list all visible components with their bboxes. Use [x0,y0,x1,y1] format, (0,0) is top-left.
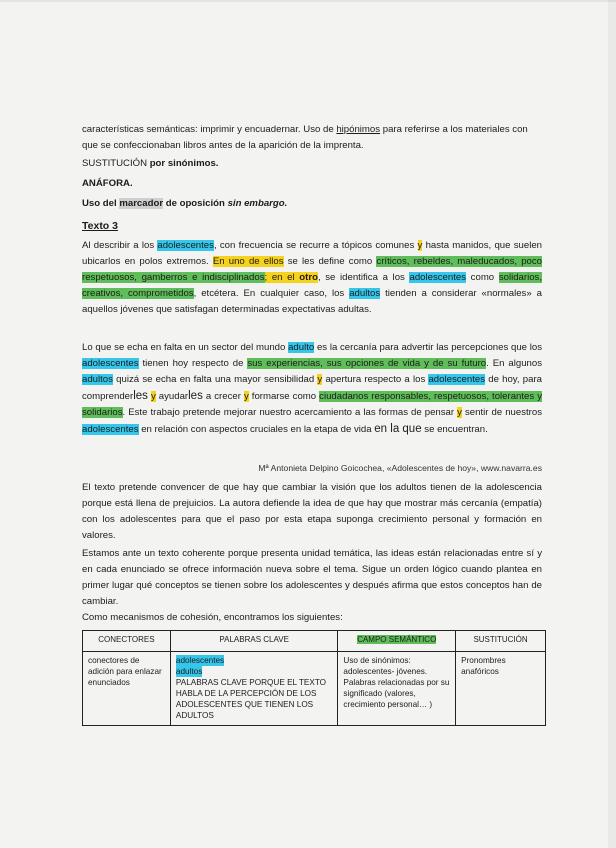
cell-campo-semantico: Uso de sinónimos: adolescentes- jóvenes. Palabras relacionadas por su significado (valores, crecimiento personal… ) [338,652,456,726]
header-palabras-clave: PALABRAS CLAVE [170,631,338,652]
marcador-line: Uso del marcador de oposición sin embargo. [82,198,288,209]
analysis-paragraph-1: El texto pretende convencer de que hay que cambiar la visión que los adultos tienen de la adolescencia porque está llena de prejuicios. La autora defiende la idea de que hay que mostrar más cercanía (empatía) con los adolescentes para que el paso por esta etapa suponga crecimiento personal y formación en valores. [82,482,542,541]
cell-conectores: conectores de adición para enlazar enunciados [83,652,171,726]
header-sustitucion: SUSTITUCIÓN [456,631,546,652]
cell-palabras-clave [170,652,338,726]
texto3-title: Texto 3 [82,220,118,232]
sustitucion-line: SUSTITUCIÓN por sinónimos. [82,158,219,169]
keyword-adultos: adultos [175,667,203,676]
citation: Mª Antonieta Delpino Goicochea, «Adolescentes de hoy», www.navarra.es [258,463,542,473]
anafora-heading: ANÁFORA. [82,178,133,189]
table-header-row [83,631,546,652]
table-row [83,652,546,726]
analysis-paragraph-3: Como mecanismos de cohesión, encontramos los siguientes: [82,612,343,623]
keyword-adolescentes: adolescentes [175,656,225,665]
texto3-paragraph-2: Lo que se echa en falta en un sector del mundo adulto es la cercanía para advertir las percepciones que los adolescentes tienen hoy respecto de sus experiencias, sus opciones de vida y de su futuro. En algunos adultos quizá se echa en falta una mayor sensibilidad y apertura respecto a los adolescentes de hoy, para comprenderles y ayudarles a crecer y formarse como ciudadanos responsables, respetuosos, tolerantes y solidarios. Este trabajo pretende mejorar nuestro acercamiento a las formas de pensar y sentir de nuestros adolescentes en relación con aspectos cruciales en la etapa de vida en la que se encuentran. [82,342,543,435]
header-campo-semantico: CAMPO SEMÁNTICO [338,631,456,652]
texto3-paragraph-1: Al describir a los adolescentes, con frecuencia se recurre a tópicos comunes y hasta manidos, que suelen ubicarlos en polos extremos. En uno de ellos se les define como críticos, rebeldes, maleducados, poco respetuosos, gamberros e indisciplinados; en el otro, se identifica a los adolescentes como solidarios, creativos, comprometidos, etcétera. En cualquier caso, los adultos tienden a considerar «normales» a aquellos jóvenes que satisfagan determinadas expectativas adultas. [82,240,543,315]
cell-sustitucion: Pronombres anafóricos [456,652,546,726]
scan-edge-right [608,0,616,848]
intro-paragraph: características semánticas: imprimir y encuadernar. Uso de hipónimos para referirse a los materiales con que se confeccionaban libros antes de la aparición de la imprenta. [82,124,528,151]
keyword-note: PALABRAS CLAVE PORQUE EL TEXTO HABLA DE LA PERCEPCIÓN DE LOS ADOLESCENTES QUE TIENEN LOS ADULTOS [175,678,327,720]
header-conectores: CONECTORES [83,631,171,652]
scan-edge-top [0,0,616,2]
cohesion-table [82,630,546,726]
analysis-paragraph-2: Estamos ante un texto coherente porque presenta unidad temática, las ideas están relacionadas entre sí y en cada enunciado se ofrece información nueva sobre el tema. Sigue un orden lógico cuando plantea en primer lugar qué conceptos se tienen sobre los adolescentes y después afirma que estos conceptos han de cambiar. [82,548,542,607]
hyponym-term: hipónimos [336,124,381,135]
